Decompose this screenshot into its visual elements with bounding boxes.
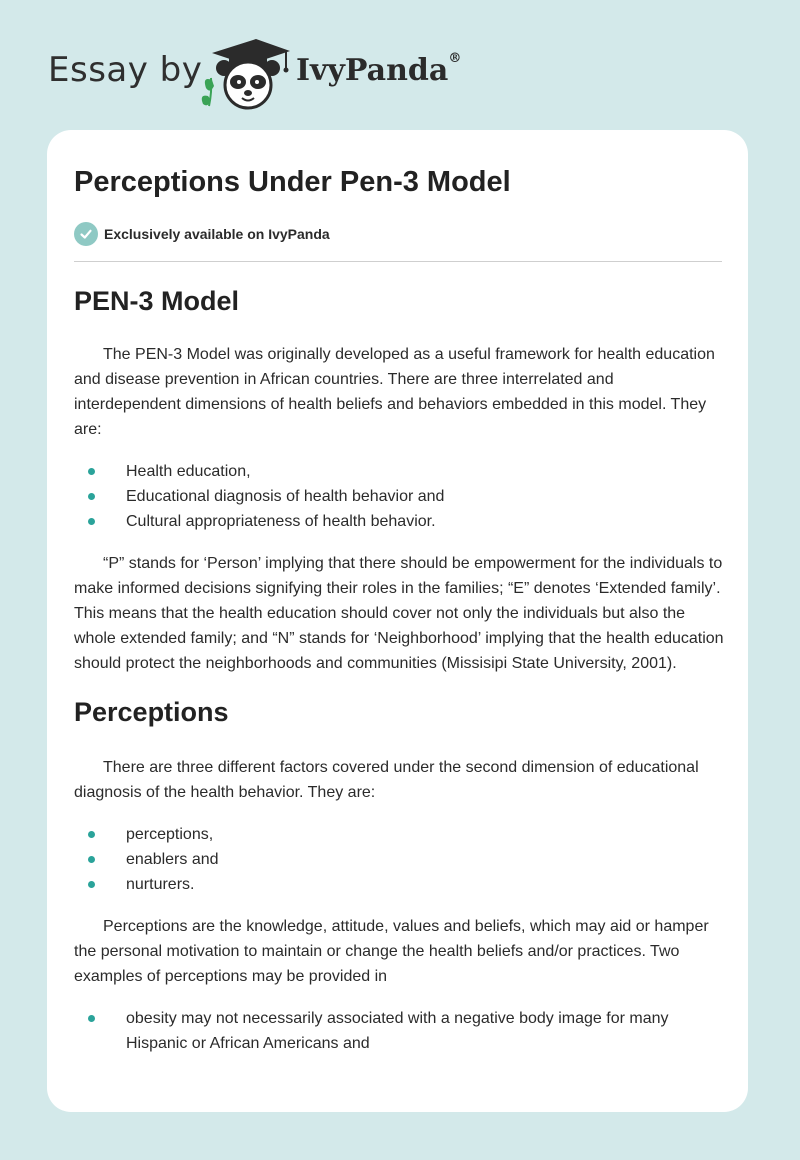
registered-mark: ® [448, 51, 462, 66]
list-item-text: Cultural appropriateness of health behavior. [126, 513, 436, 530]
panda-logo-icon [198, 36, 294, 110]
list-item-text: nurturers. [126, 876, 195, 893]
paragraph: Perceptions are the knowledge, attitude, values and beliefs, which may aid or hamper the personal motivation to maintain or change the health beliefs and/or practices. Two examples of perceptions may be provided in [74, 918, 709, 985]
bullet-dot [88, 831, 95, 838]
list-item [74, 484, 724, 509]
list-item [74, 847, 724, 872]
availability-badge [74, 222, 330, 246]
list-item [74, 459, 724, 484]
section-heading: Perceptions [74, 697, 229, 727]
list-item [74, 822, 724, 847]
list-item [74, 872, 724, 897]
page-title: Perceptions Under Pen-3 Model [74, 166, 511, 198]
bullet-dot [88, 518, 95, 525]
bullet-dot [88, 881, 95, 888]
bullet-dot [88, 1015, 95, 1022]
section-perceptions [74, 691, 724, 1056]
section-heading: PEN-3 Model [74, 286, 240, 316]
paragraph: There are three different factors covered under the second dimension of educational diagnosis of the health behavior. They are: [74, 759, 699, 801]
paragraph: The PEN-3 Model was originally developed as a useful framework for health education and disease prevention in African countries. There are three interrelated and interdependent dimensions of health beliefs and behaviors embedded in this model. They are: [74, 346, 715, 438]
bullet-list [74, 459, 724, 534]
section-pen3-model [74, 280, 724, 676]
bullet-dot [88, 493, 95, 500]
list-item [74, 509, 724, 534]
site-header [0, 0, 800, 130]
list-item-text: Educational diagnosis of health behavior and [126, 488, 445, 505]
list-item-text: perceptions, [126, 826, 214, 843]
list-item [74, 1006, 724, 1056]
divider [74, 261, 722, 262]
badge-label: Exclusively available on IvyPanda [104, 226, 330, 242]
list-item-text: enablers and [126, 851, 219, 868]
essay-card [47, 130, 748, 1112]
brand-name [296, 53, 461, 88]
paragraph: “P” stands for ‘Person’ implying that there should be empowerment for the individuals to make informed decisions signifying their roles in the families; “E” denotes ‘Extended family’. This means that the health education should cover not only the individuals but also the whole extended family; and “N” stands for ‘Neighborhood’ implying that the health education should protect the neighborhoods and communities (Missisipi State University, 2001). [74, 555, 724, 672]
bullet-dot [88, 856, 95, 863]
check-icon [74, 222, 98, 246]
bullet-dot [88, 468, 95, 475]
bullet-list [74, 822, 724, 897]
brand-text: IvyPanda [296, 53, 449, 88]
list-item-text: Health education, [126, 463, 251, 480]
bullet-list [74, 1006, 724, 1056]
list-item-text: obesity may not necessarily associated with a negative body image for many Hispanic or African Americans and [126, 1010, 669, 1052]
essay-by-label: Essay by [48, 50, 203, 90]
essay-body [74, 280, 724, 1056]
